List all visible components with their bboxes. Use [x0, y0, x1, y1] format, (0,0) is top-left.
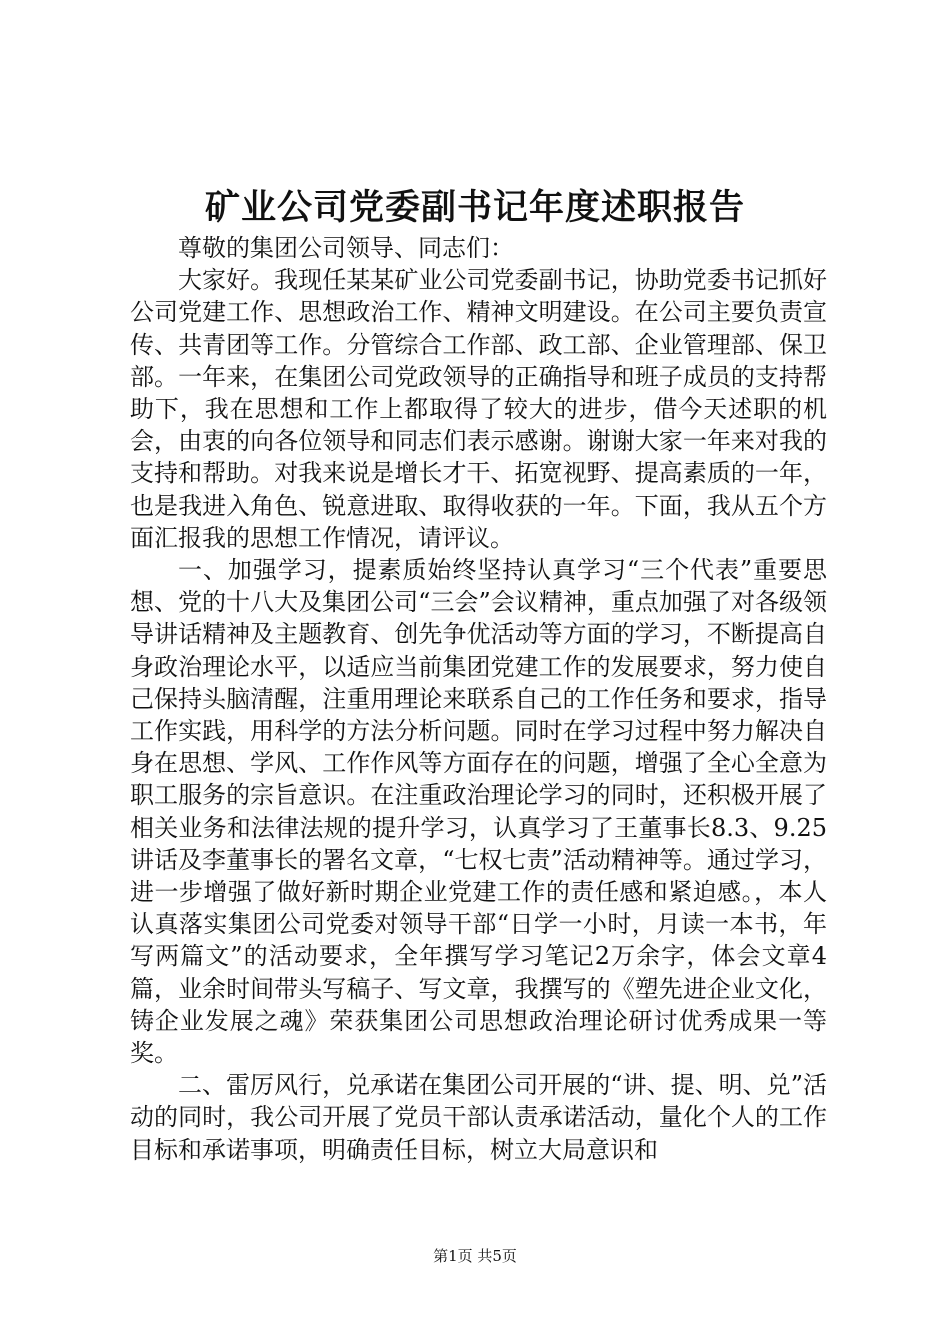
page-number-footer: 第1页 共5页	[433, 1247, 517, 1265]
section-one-paragraph: 一、加强学习，提素质始终坚持认真学习“三个代表”重要思想、党的十八大及集团公司“三会”会议精神，重点加强了对各级领导讲话精神及主题教育、创先争优活动等方面的学习，不断提高自身政治理论水平，以适应当前集团党建工作的发展要求，努力使自己保持头脑清醒，注重用理论来联系自己的工作任务和要求，指导工作实践，用科学的方法分析问题。同时在学习过程中努力解决自身在思想、学风、工作作风等方面存在的问题，增强了全心全意为职工服务的宗旨意识。在注重政治理论学习的同时，还积极开展了相关业务和法律法规的提升学习，认真学习了王董事长8.3、9.25讲话及李董事长的署名文章，“七权七责”活动精神等。通过学习，进一步增强了做好新时期企业党建工作的责任感和紧迫感。，本人认真落实集团公司党委对领导干部“日学一小时，月读一本书，年写两篇文”的活动要求，全年撰写学习笔记2万余字，体会文章4篇，业余时间带头写稿子、写文章，我撰写的《塑先进企业文化，铸企业发展之魂》荣获集团公司思想政治理论研讨优秀成果一等奖。	[130, 556, 827, 1068]
salutation-paragraph: 尊敬的集团公司领导、同志们：	[178, 234, 514, 262]
document-title: 矿业公司党委副书记年度述职报告	[204, 187, 745, 228]
document-body	[130, 232, 827, 1166]
section-two-paragraph: 二、雷厉风行，兑承诺在集团公司开展的“讲、提、明、兑”活动的同时，我公司开展了党员干部认责承诺活动，量化个人的工作目标和承诺事项，明确责任目标，树立大局意识和	[130, 1071, 827, 1164]
intro-paragraph: 大家好。我现任某某矿业公司党委副书记，协助党委书记抓好公司党建工作、思想政治工作、精神文明建设。在公司主要负责宣传、共青团等工作。分管综合工作部、政工部、企业管理部、保卫部。一年来，在集团公司党政领导的正确指导和班子成员的支持帮助下，我在思想和工作上都取得了较大的进步，借今天述职的机会，由衷的向各位领导和同志们表示感谢。谢谢大家一年来对我的支持和帮助。对我来说是增长才干、拓宽视野、提高素质的一年，也是我进入角色、锐意进取、取得收获的一年。下面，我从五个方面汇报我的思想工作情况，请评议。	[130, 266, 827, 552]
